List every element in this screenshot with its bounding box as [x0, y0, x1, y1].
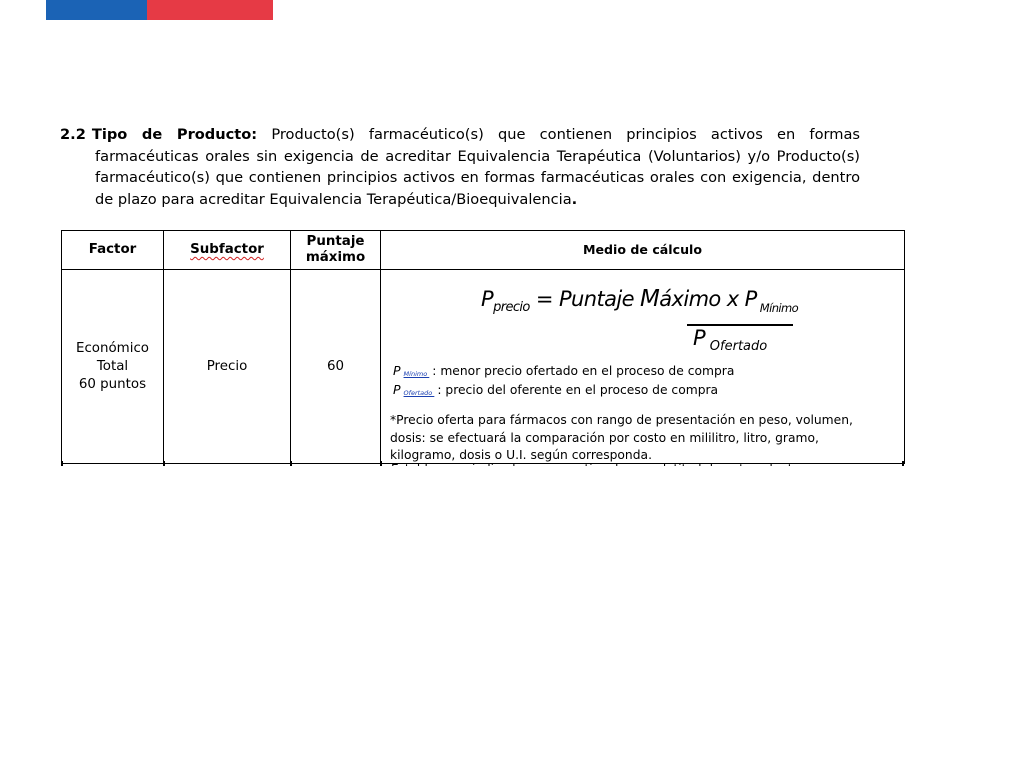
- formula-precio: precio: [493, 300, 530, 315]
- factor-line1: Económico: [75, 340, 149, 356]
- def-ofertado-text: precio del oferente en el proceso de compra: [441, 383, 719, 397]
- header-subfactor: [164, 231, 291, 270]
- price-formula: [481, 284, 801, 354]
- def-minimo-sub: Mínimo: [403, 370, 430, 378]
- header-puntaje-line1: Puntaje: [306, 234, 365, 249]
- factor-line3: 60 puntos: [78, 376, 147, 392]
- formula-p-minimo: P: [744, 287, 757, 311]
- section-text: Producto(s) farmacéutico(s) que contienen principios activos en formas farmacéuticas orales sin exigencia de acreditar Equivalencia Terapéutica (Voluntarios) y/o Producto(s) farmacéutico(s) que contienen principios activos en formas farmacéuticas orales con exigencia, dentro de plazo para acreditar Equivalencia Terapéutica/Bioequivalencia: [95, 126, 860, 208]
- formula-m: M: [639, 286, 660, 312]
- scoring-table: [61, 230, 905, 464]
- formula-puntaje: untaje: [571, 287, 640, 311]
- formula-definitions: [393, 363, 734, 401]
- def-ofertado: P Ofertado : precio del oferente en el proceso de compra: [393, 382, 719, 397]
- table-row: [62, 270, 905, 464]
- header-factor: Factor: [62, 231, 164, 270]
- formula-maximo: áximo x: [659, 287, 745, 311]
- def-minimo: P Mínimo : menor precio ofertado en el proceso de compra: [393, 363, 735, 378]
- section-end: .: [571, 190, 578, 208]
- header-subfactor-label: Subfactor: [190, 242, 264, 257]
- price-note: *Precio oferta para fármacos con rango de presentación en peso, volumen, dosis: se efectuará la comparación por costo en mililitro, litro, gramo, kilogramo, dosis o U.I. según corresponda.: [390, 413, 853, 462]
- def-minimo-p: P: [393, 363, 401, 378]
- factor-line2: Total: [96, 358, 129, 374]
- flag-blue-segment: [46, 0, 147, 20]
- table-header-row: [62, 231, 905, 270]
- header-medio: Medio de cálculo: [381, 231, 905, 270]
- flag-red-segment: [147, 0, 273, 20]
- formula-den-ofertado: Ofertado: [705, 339, 768, 354]
- def-ofertado-p: P: [393, 382, 401, 397]
- cell-subfactor: Precio: [164, 270, 291, 464]
- def-ofertado-sub: Ofertado: [403, 389, 435, 397]
- formula-denominator: [693, 326, 768, 354]
- formula-minimo: Mínimo: [756, 301, 799, 315]
- brand-flag-bar: [46, 0, 273, 20]
- formula-p: P: [481, 287, 494, 311]
- formula-numerator: [481, 286, 799, 315]
- cell-factor: [62, 270, 164, 464]
- formula-den-p: P: [693, 326, 706, 350]
- def-minimo-text: menor precio ofertado en el proceso de compra: [436, 364, 735, 378]
- section-number: 2.2: [60, 126, 86, 143]
- header-puntaje-line2: máximo: [305, 250, 366, 265]
- slide-blank-area: [0, 466, 1024, 768]
- section-paragraph: [60, 124, 860, 210]
- header-puntaje: [291, 231, 381, 270]
- section-lead: Tipo de Producto:: [91, 126, 258, 143]
- cell-medio-calculo: [381, 270, 905, 464]
- cell-puntaje: 60: [291, 270, 381, 464]
- formula-p-puntaje: P: [558, 287, 572, 311]
- formula-equals: =: [529, 287, 559, 311]
